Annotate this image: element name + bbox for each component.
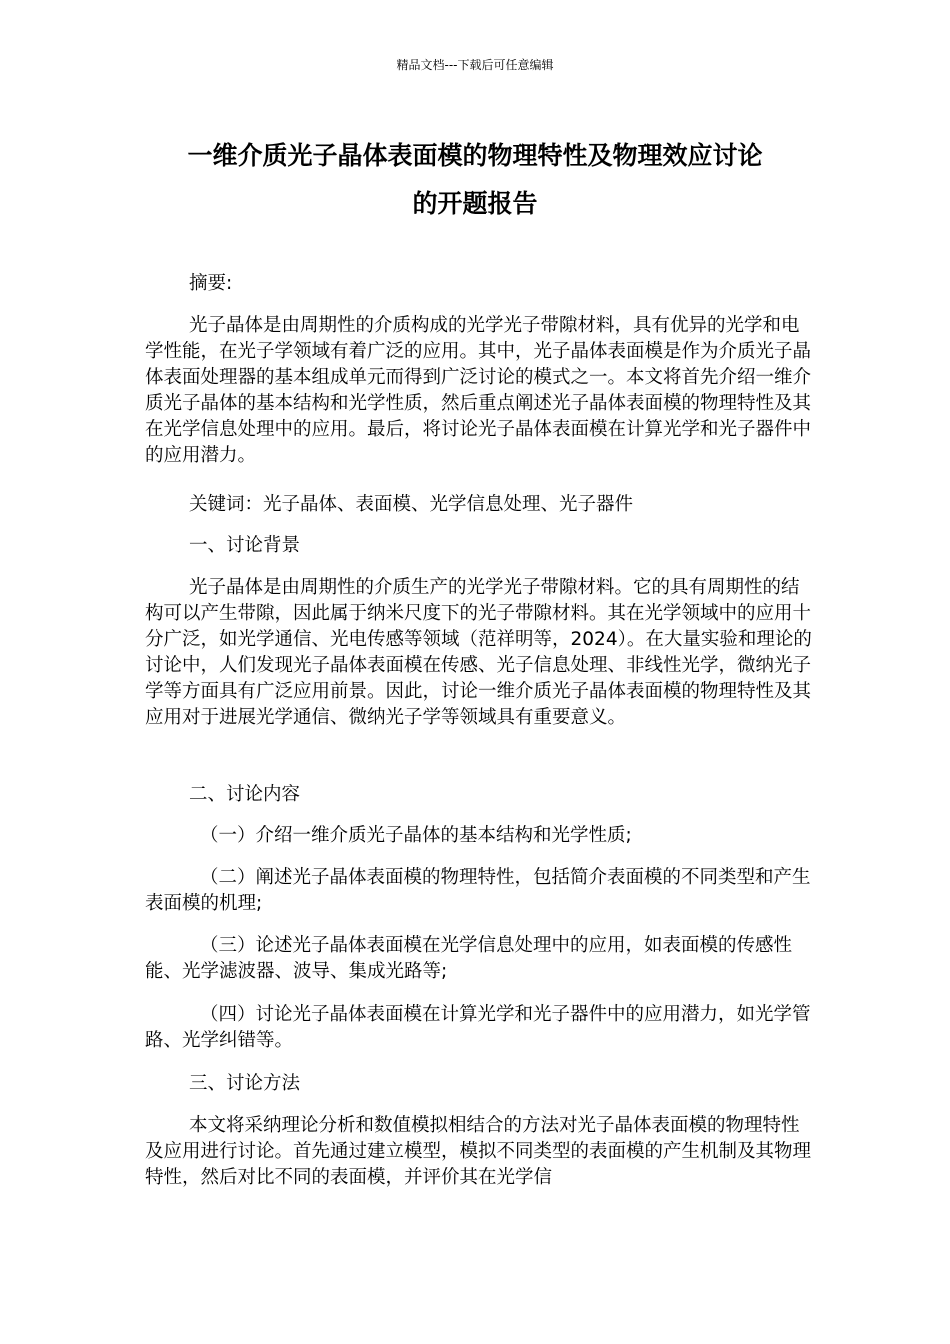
keywords: 关键词：光子晶体、表面模、光学信息处理、光子器件 bbox=[189, 494, 634, 515]
document-title bbox=[100, 132, 850, 228]
section-3-heading: 三、讨论方法 bbox=[189, 1073, 301, 1094]
section-3-text: 本文将采纳理论分析和数值模拟相结合的方法对光子晶体表面模的物理特性及应用进行讨论。首先通过建立模型，模拟不同类型的表面模的产生机制及其物理特性，然后对比不同的表面模，并评价其在光学信 bbox=[145, 1115, 812, 1188]
page-header: 精品文档---下载后可任意编辑 bbox=[396, 58, 554, 72]
section-2-heading: 二、讨论内容 bbox=[189, 784, 301, 805]
title-line-1: 一维介质光子晶体表面模的物理特性及物理效应讨论 bbox=[187, 141, 763, 170]
abstract-text: 光子晶体是由周期性的介质构成的光学光子带隙材料，具有优异的光学和电学性能，在光子学领域有着广泛的应用。其中，光子晶体表面模是作为介质光子晶体表面处理器的基本组成单元而得到广泛讨论的模式之一。本文将首先介绍一维介质光子晶体的基本结构和光学性质，然后重点阐述光子晶体表面模的物理特性及其在光学信息处理中的应用。最后，将讨论光子晶体表面模在计算光学和光子器件中的应用潜力。 bbox=[145, 315, 812, 466]
abstract-label: 摘要: bbox=[189, 273, 233, 294]
section-2-item-3: （三）论述光子晶体表面模在光学信息处理中的应用，如表面模的传感性能、光学滤波器、波导、集成光路等; bbox=[145, 935, 793, 982]
section-1-text: 光子晶体是由周期性的介质生产的光学光子带隙材料。它的具有周期性的结构可以产生带隙，因此属于纳米尺度下的光子带隙材料。其在光学领域中的应用十分广泛，如光学通信、光电传感等领域（范祥明等，2024）。在大量实验和理论的讨论中，人们发现光子晶体表面模在传感、光子信息处理、非线性光学，微纳光子学等方面具有广泛应用前景。因此，讨论一维介质光子晶体表面模的物理特性及其应用对于进展光学通信、微纳光子学等领域具有重要意义。 bbox=[145, 577, 812, 728]
section-2-item-1: （一）介绍一维介质光子晶体的基本结构和光学性质; bbox=[200, 825, 632, 846]
section-2-item-2: （二）阐述光子晶体表面模的物理特性，包括简介表面模的不同类型和产生表面模的机理; bbox=[145, 867, 811, 914]
title-line-2: 的开题报告 bbox=[412, 189, 538, 218]
section-2-item-4: （四）讨论光子晶体表面模在计算光学和光子器件中的应用潜力，如光学管路、光学纠错等。 bbox=[145, 1004, 811, 1051]
section-1-heading: 一、讨论背景 bbox=[189, 535, 301, 556]
